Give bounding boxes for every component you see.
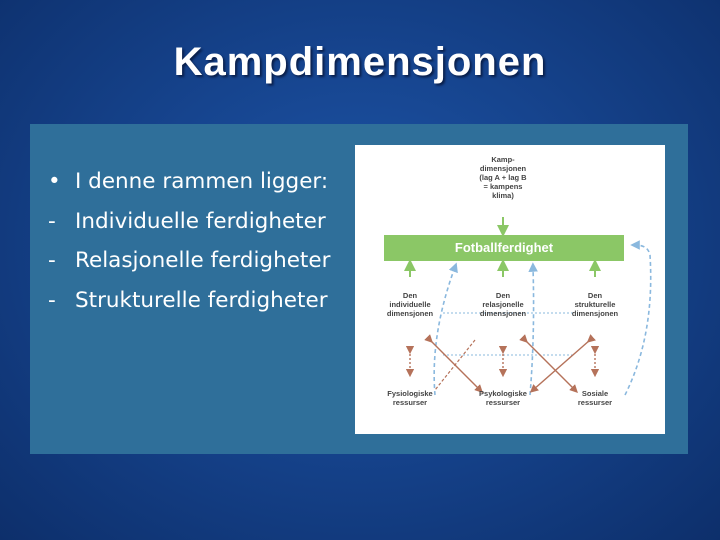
bullet-item: [48, 281, 358, 321]
diagram-panel: [355, 145, 665, 434]
psychological-resources-label: Psykologiske ressurser: [479, 389, 527, 407]
bullet-list: [48, 162, 358, 320]
bullet-text: I denne rammen ligger:: [75, 169, 329, 194]
physiological-resources-label: Fysiologiske ressurser: [387, 389, 433, 407]
bullet-text: Relasjonelle ferdigheter: [75, 248, 331, 273]
arrow-blue-mid: [530, 267, 534, 395]
structural-dimension-label: Den strukturelle dimensjonen: [571, 291, 619, 318]
slide-title: Kampdimensjonen: [173, 40, 547, 84]
bullet-marker: -: [48, 248, 56, 273]
football-skill-bar: Fotballferdighet: [384, 235, 624, 261]
arrow-diagonal-left-up: [533, 340, 590, 390]
social-resources-label: Sosiale ressurser: [577, 389, 613, 407]
match-dimension-label: Kamp- dimensjonen (lag A + lag B = kampens klima): [479, 155, 527, 200]
individual-dimension-label: Den individuelle dimensjonen: [386, 291, 434, 318]
bullet-item: [48, 162, 358, 202]
bullet-marker: -: [48, 287, 56, 313]
bullet-marker: •: [48, 169, 61, 194]
bullet-text: Individuelle ferdigheter: [75, 208, 326, 234]
bullet-text: Strukturelle ferdigheter: [75, 287, 328, 313]
arrow-blue-right: [625, 245, 651, 395]
arrow-diagonal-right-up: [435, 340, 475, 390]
bullet-item: [48, 202, 358, 242]
slide-photo: [30, 124, 688, 454]
arrow-blue-left: [434, 267, 455, 395]
bullet-marker: -: [48, 208, 56, 234]
relational-dimension-label: Den relasjonelle dimensjonen: [479, 291, 527, 318]
bullet-item: [48, 241, 358, 281]
